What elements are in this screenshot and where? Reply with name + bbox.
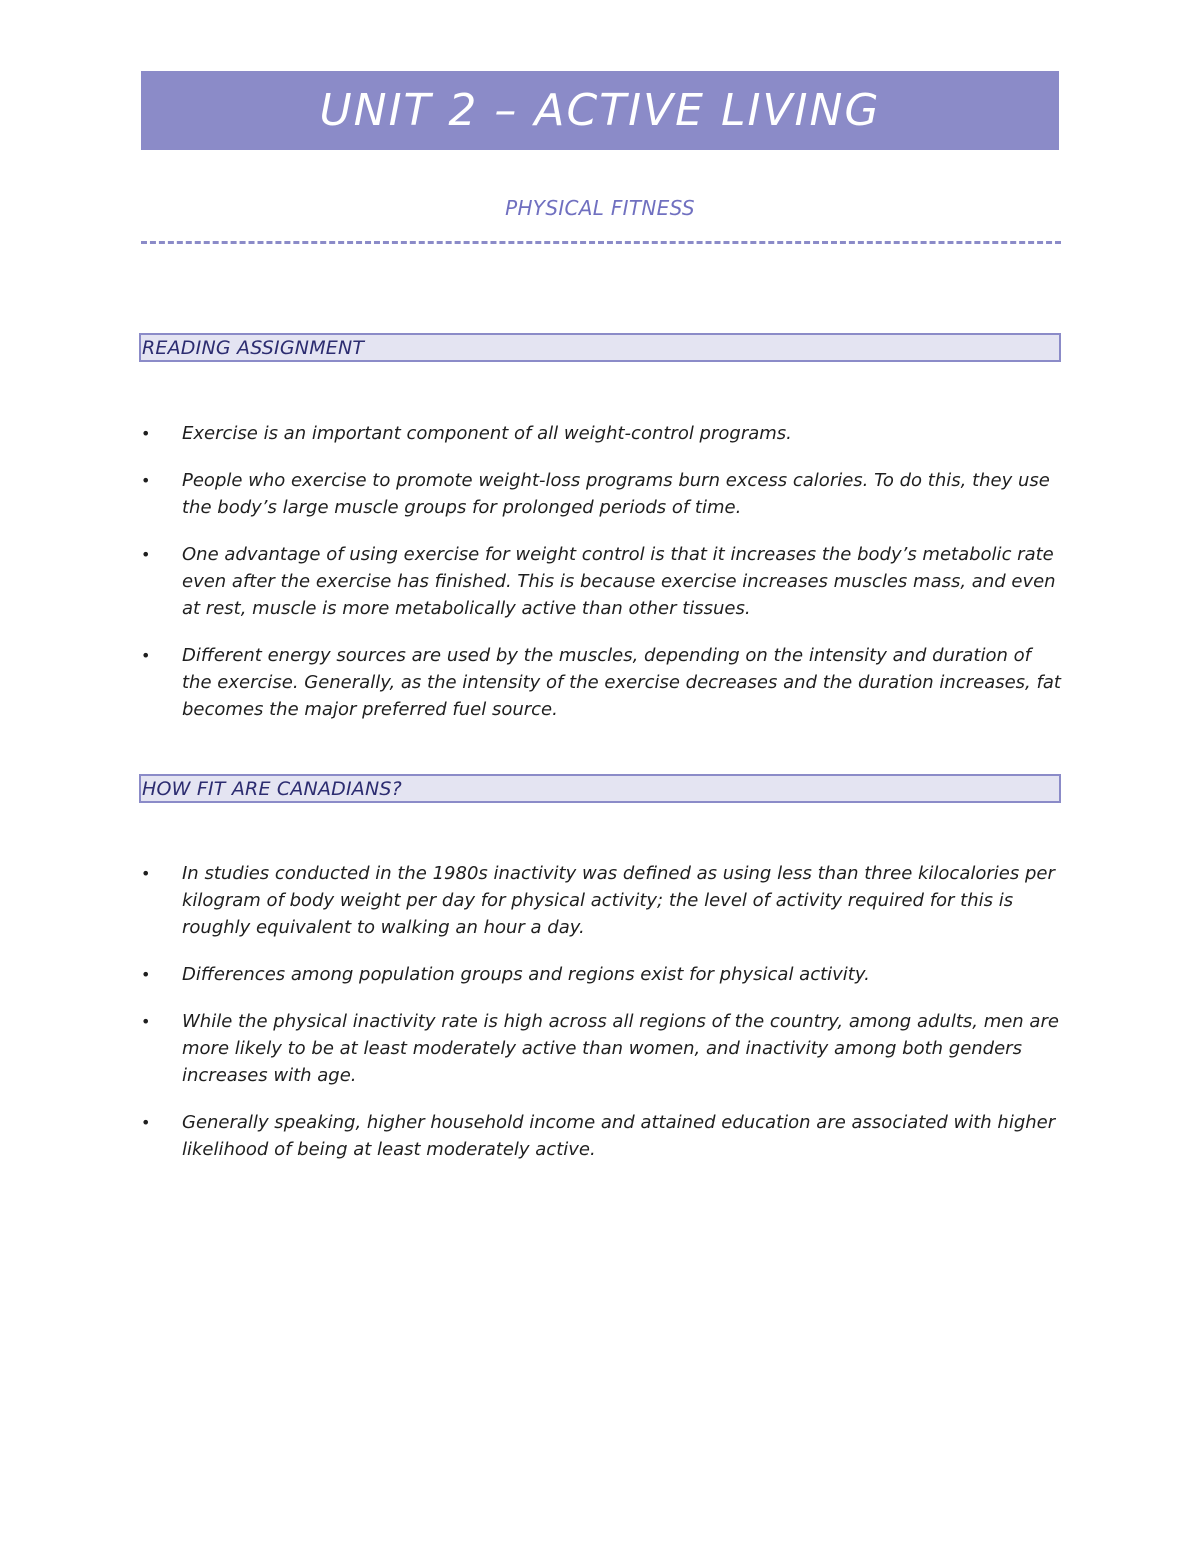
bullet-icon: • (141, 545, 151, 564)
header-divider (141, 241, 1061, 244)
list-item (141, 1109, 1061, 1163)
list-item (141, 420, 1061, 447)
list-item-text: Exercise is an important component of all weight-control programs. (182, 423, 792, 444)
section-heading: READING ASSIGNMENT (142, 336, 365, 359)
list-item-text: In studies conducted in the 1980s inactivity was defined as using less than three kilocalories per kilogram of body weight per day for physical activity; the level of activity required for this is roughly equivalent to walking an hour a day. (182, 863, 1055, 938)
list-item (141, 467, 1061, 521)
list-item-text: While the physical inactivity rate is high across all regions of the country, among adults, men are more likely to be at least moderately active than women, and inactivity among both genders increases with age. (182, 1011, 1059, 1086)
bullet-icon: • (141, 864, 151, 883)
list-item-text: Differences among population groups and regions exist for physical activity. (182, 964, 870, 985)
how-fit-list (141, 860, 1061, 1183)
list-item (141, 642, 1061, 723)
bullet-icon: • (141, 424, 151, 443)
list-item-text: Different energy sources are used by the muscles, depending on the intensity and duration of the exercise. Generally, as the intensity of the exercise decreases and the duration increases, fat becomes the major preferred fuel source. (182, 645, 1061, 720)
page-title: UNIT 2 – ACTIVE LIVING (319, 85, 881, 136)
bullet-icon: • (141, 1113, 151, 1132)
list-item-text: Generally speaking, higher household income and attained education are associated with higher likelihood of being at least moderately active. (182, 1112, 1056, 1160)
list-item (141, 541, 1061, 622)
section-header-how-fit-are-canadians (139, 774, 1061, 803)
section-header-reading-assignment (139, 333, 1061, 362)
title-banner (141, 71, 1059, 150)
list-item (141, 961, 1061, 988)
bullet-icon: • (141, 646, 151, 665)
reading-assignment-list (141, 420, 1061, 743)
bullet-icon: • (141, 965, 151, 984)
list-item (141, 1008, 1061, 1089)
list-item-text: People who exercise to promote weight-loss programs burn excess calories. To do this, they use the body’s large muscle groups for prolonged periods of time. (182, 470, 1050, 518)
bullet-icon: • (141, 1012, 151, 1031)
list-item (141, 860, 1061, 941)
page-subtitle: PHYSICAL FITNESS (505, 196, 695, 220)
bullet-icon: • (141, 471, 151, 490)
list-item-text: One advantage of using exercise for weight control is that it increases the body’s metabolic rate even after the exercise has finished. This is because exercise increases muscles mass, and even at rest, muscle is more metabolically active than other tissues. (182, 544, 1056, 619)
section-heading: HOW FIT ARE CANADIANS? (142, 777, 402, 800)
